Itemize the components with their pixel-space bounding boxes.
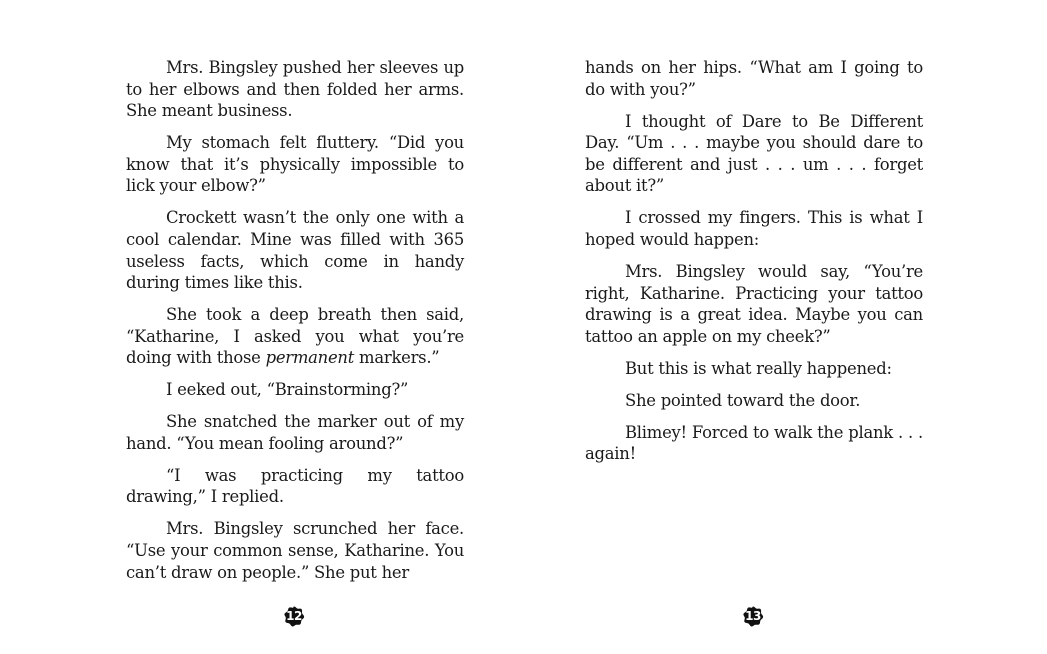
paragraph: I eeked out, “Brainstorming?” — [166, 380, 409, 400]
paragraph-text: markers.” — [354, 348, 440, 368]
page-number-text: 13 — [745, 609, 761, 623]
paragraph: Blimey! Forced to walk the plank . . . again! — [585, 422, 923, 464]
paragraph: “I was practicing my tattoo drawing,” I replied. — [126, 465, 464, 507]
paragraph: My stomach felt fluttery. “Did you know that it’s physically impossible to lick your elbow?” — [126, 133, 464, 196]
paragraph-continued: hands on her hips. “What am I going to do with you?” — [585, 58, 923, 99]
paragraph: Mrs. Bingsley pushed her sleeves up to her elbows and then folded her arms. She meant business. — [126, 58, 464, 121]
left-page-text — [126, 57, 464, 594]
page-number-right — [742, 605, 764, 627]
paragraph: But this is what really happened: — [625, 358, 892, 378]
paragraph: She snatched the marker out of my hand. “You mean fooling around?” — [126, 412, 464, 453]
paragraph: Mrs. Bingsley would say, “You’re right, Katharine. Practicing your tattoo drawing is a great idea. Maybe you can tattoo an apple on my cheek?” — [585, 261, 923, 346]
paragraph: I crossed my fingers. This is what I hoped would happen: — [585, 208, 923, 249]
right-page-text — [585, 57, 923, 475]
paragraph: Mrs. Bingsley scrunched her face. “Use your common sense, Katharine. You can’t draw on people.” She put her — [126, 519, 464, 582]
paragraph: Crockett wasn’t the only one with a cool calendar. Mine was filled with 365 useless facts, which come in handy during times like this. — [126, 208, 464, 293]
page-number-left — [283, 605, 305, 627]
paragraph-text: She took a deep breath then said, “Katharine, I asked you what you’re doing with those — [126, 305, 464, 368]
paragraph — [126, 304, 464, 369]
page-number-text: 12 — [286, 609, 302, 623]
italic-word: permanent — [265, 348, 355, 368]
paragraph: I thought of Dare to Be Different Day. “Um . . . maybe you should dare to be different and just . . . um . . . forget about it?” — [585, 111, 923, 196]
paragraph: She pointed toward the door. — [625, 390, 861, 410]
